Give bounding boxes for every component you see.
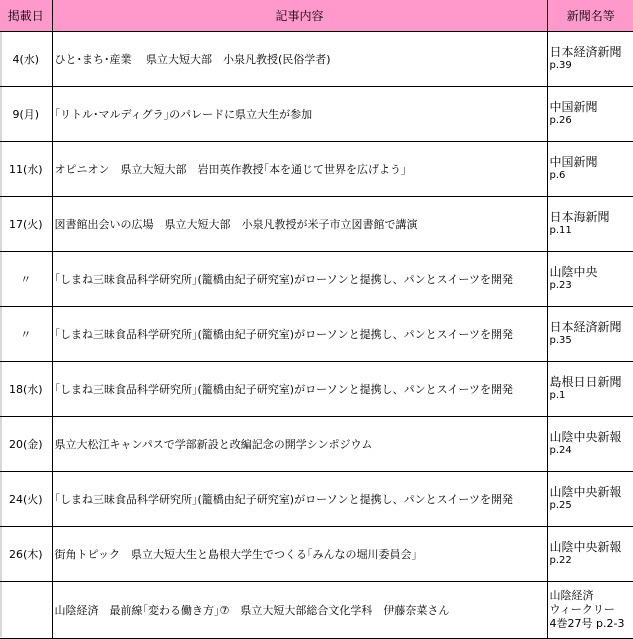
table-row: [0, 582, 633, 639]
table-row: [0, 32, 633, 87]
table-row: [0, 142, 633, 197]
paper-page: p.11: [550, 224, 633, 238]
table-row: [0, 417, 633, 472]
paper-page: p.39: [550, 59, 633, 73]
paper-page: p.26: [550, 114, 633, 128]
paper-name: 山陰中央: [550, 265, 633, 279]
paper-name: 山陰中央新報: [550, 485, 633, 499]
date-cell: 18(水): [0, 362, 52, 417]
content-cell: 図書館出会いの広場 県立大短大部 小泉凡教授が米子市立図書館で講演: [52, 197, 547, 252]
paper-name: 日本経済新聞: [550, 45, 633, 59]
date-cell: 11(水): [0, 142, 52, 197]
paper-cell: [547, 87, 633, 142]
paper-cell: [547, 527, 633, 582]
date-cell: 17(火): [0, 197, 52, 252]
table-row: [0, 527, 633, 582]
date-cell: 9(月): [0, 87, 52, 142]
date-cell: 20(金): [0, 417, 52, 472]
header-row: [0, 0, 633, 32]
paper-cell: [547, 582, 633, 639]
paper-page: p.25: [550, 499, 633, 513]
paper-name: 日本海新聞: [550, 210, 633, 224]
paper-line: ウィークリー: [550, 603, 633, 617]
paper-name: 中国新聞: [550, 100, 633, 114]
content-cell: ｢しまね三昧食品科学研究所｣(籠橋由紀子研究室)がローソンと提携し、パンとスイーツを開発: [52, 252, 547, 307]
content-cell: ｢リトル･マルディグラ｣のパレードに県立大生が参加: [52, 87, 547, 142]
paper-name: 山陰中央新報: [550, 430, 633, 444]
table-row: [0, 362, 633, 417]
header-content: 記事内容: [52, 0, 547, 32]
paper-name: 日本経済新聞: [550, 320, 633, 334]
header-paper: 新聞名等: [547, 0, 633, 32]
paper-cell: [547, 417, 633, 472]
content-cell: ｢しまね三昧食品科学研究所｣(籠橋由紀子研究室)がローソンと提携し、パンとスイーツを開発: [52, 362, 547, 417]
paper-name: 中国新聞: [550, 155, 633, 169]
content-cell: 街角トピック 県立大短大生と島根大学生でつくる｢みんなの堀川委員会｣: [52, 527, 547, 582]
paper-cell: [547, 307, 633, 362]
table-row: [0, 307, 633, 362]
table-row: [0, 472, 633, 527]
paper-cell: [547, 142, 633, 197]
paper-cell: [547, 32, 633, 87]
content-cell: ｢しまね三昧食品科学研究所｣(籠橋由紀子研究室)がローソンと提携し、パンとスイーツを開発: [52, 307, 547, 362]
paper-page: p.35: [550, 334, 633, 348]
content-cell: 県立大松江キャンパスで学部新設と改編記念の開学シンポジウム: [52, 417, 547, 472]
paper-page: p.23: [550, 279, 633, 293]
paper-cell: [547, 362, 633, 417]
date-cell: 26(木): [0, 527, 52, 582]
header-date: 掲載日: [0, 0, 52, 32]
date-cell: 〃: [0, 252, 52, 307]
paper-cell: [547, 472, 633, 527]
paper-cell: [547, 252, 633, 307]
content-cell: 山陰経済 最前線｢変わる働き方｣⑦ 県立大短大部総合文化学科 伊藤奈菜さん: [52, 582, 547, 639]
table-row: [0, 252, 633, 307]
table-row: [0, 197, 633, 252]
paper-line: 4巻27号 p.2-3: [550, 617, 633, 631]
paper-line: 山陰経済: [550, 589, 633, 603]
table-row: [0, 87, 633, 142]
paper-page: p.24: [550, 444, 633, 458]
content-cell: ｢しまね三昧食品科学研究所｣(籠橋由紀子研究室)がローソンと提携し、パンとスイーツを開発: [52, 472, 547, 527]
date-cell: 24(火): [0, 472, 52, 527]
paper-page: p.1: [550, 389, 633, 403]
content-cell: ひと･まち･産業 県立大短大部 小泉凡教授(民俗学者): [52, 32, 547, 87]
content-cell: オピニオン 県立大短大部 岩田英作教授｢本を通じて世界を広げよう｣: [52, 142, 547, 197]
date-cell: [0, 582, 52, 639]
date-cell: 〃: [0, 307, 52, 362]
paper-cell: [547, 197, 633, 252]
date-cell: 4(水): [0, 32, 52, 87]
paper-name: 山陰中央新報: [550, 540, 633, 554]
paper-page: p.6: [550, 169, 633, 183]
paper-page: p.22: [550, 554, 633, 568]
paper-name: 島根日日新聞: [550, 375, 633, 389]
